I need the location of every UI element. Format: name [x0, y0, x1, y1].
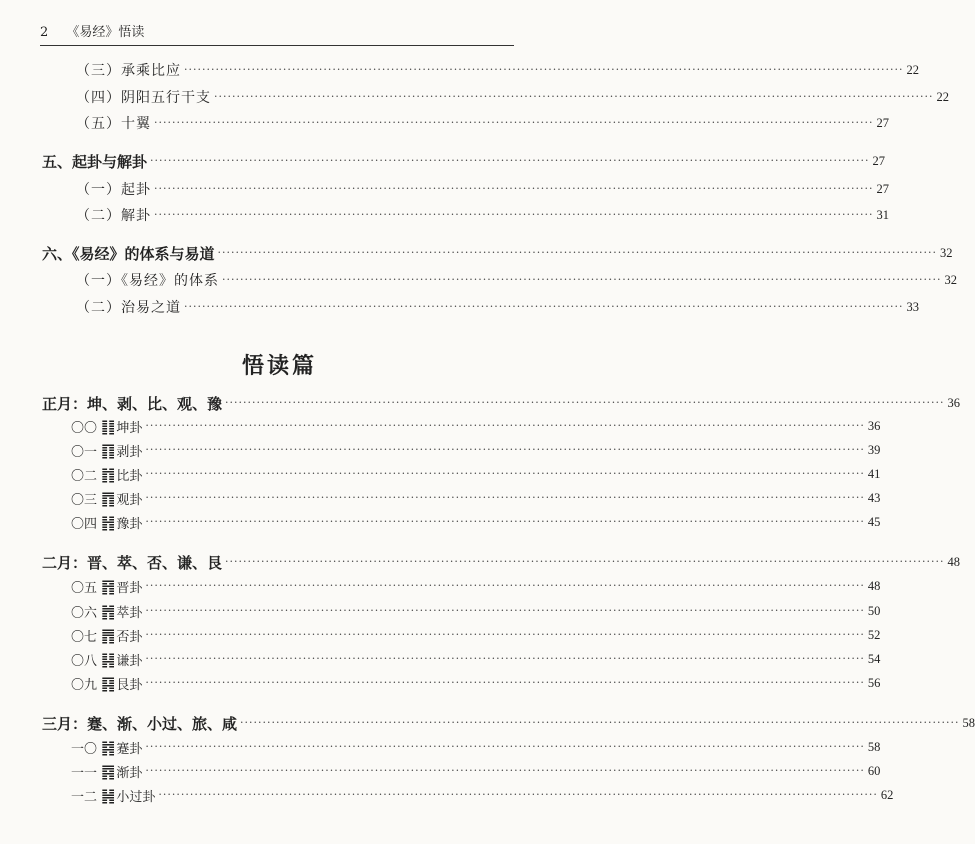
header-rule — [40, 45, 514, 46]
dot-leader: ································································································································································ — [150, 154, 870, 167]
entry-page-number: 22 — [936, 89, 949, 104]
entry-title — [71, 465, 142, 484]
toc-hexagram-entry — [71, 511, 881, 533]
entry-page-number: 36 — [947, 395, 960, 410]
hexagram-symbol-icon: ䷖ — [101, 440, 116, 460]
page-number: 2 — [40, 25, 49, 40]
hexagram-number: 一二 — [71, 789, 98, 805]
hexagram-number: 〇〇 — [71, 420, 98, 436]
entry-title — [71, 489, 142, 508]
entry-page-number: 31 — [876, 207, 889, 222]
entry-page-number: 27 — [876, 115, 889, 130]
hexagram-symbol-icon: ䷬ — [101, 601, 116, 621]
entry-title — [71, 602, 142, 621]
entry-title — [71, 738, 142, 757]
entry-page-number: 62 — [880, 787, 894, 802]
toc-subentry — [76, 86, 949, 108]
entry-page-number: 56 — [867, 675, 881, 690]
toc-hexagram-entry — [71, 487, 881, 509]
entry-page-number: 58 — [867, 739, 881, 754]
hexagram-number: 〇四 — [71, 516, 98, 532]
dot-leader: ································································································································································ — [154, 208, 874, 221]
entry-label: （一）起卦 — [76, 182, 151, 198]
toc-subentry — [76, 59, 919, 81]
entry-label: 五、起卦与解卦 — [42, 152, 148, 171]
entry-label: 谦卦 — [116, 653, 143, 669]
book-title: 《易经》悟读 — [66, 25, 145, 40]
toc-subentry — [76, 204, 889, 226]
entry-label: 艮卦 — [116, 677, 143, 693]
entry-page-number: 58 — [962, 715, 975, 730]
entry-page-number: 54 — [867, 651, 881, 666]
dot-leader: ································································································································································ — [154, 116, 874, 129]
entry-title — [71, 674, 142, 693]
entry-label: 豫卦 — [116, 516, 143, 532]
toc-section-entry — [42, 712, 975, 734]
dot-leader: ································································································································································ — [145, 740, 865, 753]
hexagram-number: 〇六 — [71, 605, 98, 621]
dot-leader: ································································································································································ — [225, 396, 945, 409]
entry-page-number: 36 — [867, 418, 881, 433]
running-header — [40, 24, 514, 42]
dot-leader: ································································································································································ — [145, 604, 865, 617]
hexagram-symbol-icon: ䷎ — [101, 649, 116, 669]
entry-page-number: 22 — [906, 62, 919, 77]
entry-label: 晋卦 — [116, 580, 143, 596]
hexagram-number: 〇二 — [71, 468, 98, 484]
dot-leader: ································································································································································ — [154, 182, 874, 195]
entry-label: 小过卦 — [116, 789, 156, 805]
hexagram-number: 〇一 — [71, 444, 98, 460]
dot-leader: ································································································································································ — [214, 90, 934, 103]
dot-leader: ································································································································································ — [145, 579, 865, 592]
hexagram-symbol-icon: ䷴ — [101, 761, 116, 781]
dot-leader: ································································································································································ — [222, 273, 942, 286]
toc-hexagram-entry — [71, 672, 881, 694]
toc-hexagram-entry — [71, 600, 881, 622]
entry-title — [71, 650, 142, 669]
dot-leader: ································································································································································ — [145, 652, 865, 665]
entry-label: （三）承乘比应 — [76, 63, 181, 79]
entry-title — [71, 441, 142, 460]
toc-section-entry — [42, 551, 960, 573]
toc-hexagram-entry — [71, 648, 881, 670]
dot-leader: ································································································································································ — [145, 628, 865, 641]
entry-title — [71, 513, 142, 532]
dot-leader: ································································································································································ — [145, 491, 865, 504]
entry-page-number: 41 — [867, 466, 881, 481]
hexagram-symbol-icon: ䷋ — [101, 625, 116, 645]
entry-label: 剥卦 — [116, 444, 143, 460]
entry-page-number: 27 — [876, 181, 889, 196]
dot-leader: ································································································································································ — [145, 676, 865, 689]
toc-subentry — [76, 112, 889, 134]
entry-label: 坤卦 — [116, 420, 143, 436]
entry-title — [71, 762, 142, 781]
entry-page-number: 50 — [867, 603, 881, 618]
dot-leader: ································································································································································ — [217, 246, 937, 259]
hexagram-symbol-icon: ䷁ — [101, 416, 116, 436]
entry-page-number: 48 — [947, 554, 960, 569]
toc-hexagram-entry — [71, 736, 881, 758]
hexagram-symbol-icon: ䷽ — [101, 785, 116, 805]
dot-leader: ································································································································································ — [145, 443, 865, 456]
entry-label: 三月：蹇、渐、小过、旅、咸 — [42, 714, 238, 733]
hexagram-number: 〇三 — [71, 492, 98, 508]
entry-label: 蹇卦 — [116, 741, 143, 757]
hexagram-number: 一〇 — [71, 741, 98, 757]
part-title: 悟读篇 — [241, 353, 317, 379]
toc-hexagram-entry — [71, 439, 881, 461]
entry-label: （四）阴阳五行干支 — [76, 90, 211, 106]
toc-subentry — [76, 269, 957, 291]
dot-leader: ································································································································································ — [145, 419, 865, 432]
entry-label: 观卦 — [116, 492, 143, 508]
hexagram-number: 〇七 — [71, 629, 98, 645]
entry-label: （二）治易之道 — [76, 300, 181, 316]
entry-label: （五）十翼 — [76, 116, 151, 132]
hexagram-number: 一一 — [71, 765, 98, 781]
entry-page-number: 33 — [906, 299, 919, 314]
entry-title — [71, 626, 142, 645]
toc-section-entry — [42, 242, 953, 264]
hexagram-symbol-icon: ䷇ — [101, 464, 116, 484]
toc-section-entry — [42, 392, 960, 414]
entry-page-number: 45 — [867, 514, 881, 529]
dot-leader: ································································································································································ — [145, 515, 865, 528]
entry-title — [71, 577, 142, 596]
toc-hexagram-entry — [71, 463, 881, 485]
entry-label: 六、《易经》的体系与易道 — [42, 244, 215, 263]
hexagram-number: 〇八 — [71, 653, 98, 669]
entry-label: 渐卦 — [116, 765, 143, 781]
toc-subentry — [76, 178, 889, 200]
hexagram-number: 〇五 — [71, 580, 98, 596]
hexagram-number: 〇九 — [71, 677, 98, 693]
entry-page-number: 32 — [944, 272, 957, 287]
entry-page-number: 52 — [867, 627, 881, 642]
toc-subentry — [76, 296, 919, 318]
toc-hexagram-entry — [71, 760, 881, 782]
toc-hexagram-entry — [71, 575, 881, 597]
entry-page-number: 27 — [872, 153, 885, 168]
entry-page-number: 48 — [867, 578, 881, 593]
dot-leader: ································································································································································ — [145, 764, 865, 777]
entry-label: 正月：坤、剥、比、观、豫 — [42, 394, 223, 413]
toc-hexagram-entry — [71, 624, 881, 646]
entry-label: 否卦 — [116, 629, 143, 645]
toc-section-entry — [42, 150, 885, 172]
hexagram-symbol-icon: ䷦ — [101, 737, 116, 757]
dot-leader: ································································································································································ — [240, 716, 960, 729]
entry-label: 萃卦 — [116, 605, 143, 621]
hexagram-symbol-icon: ䷏ — [101, 512, 116, 532]
hexagram-symbol-icon: ䷳ — [101, 673, 116, 693]
dot-leader: ································································································································································ — [225, 555, 945, 568]
entry-label: 比卦 — [116, 468, 143, 484]
dot-leader: ································································································································································ — [184, 63, 904, 76]
entry-label: （二）解卦 — [76, 208, 151, 224]
entry-label: （一）《易经》的体系 — [76, 273, 219, 289]
toc-hexagram-entry — [71, 784, 894, 806]
toc-hexagram-entry — [71, 415, 881, 437]
entry-title — [71, 417, 142, 436]
dot-leader: ································································································································································ — [145, 467, 865, 480]
entry-label: 二月：晋、萃、否、谦、艮 — [42, 553, 223, 572]
hexagram-symbol-icon: ䷓ — [101, 488, 116, 508]
entry-page-number: 60 — [867, 763, 881, 778]
dot-leader: ································································································································································ — [158, 788, 878, 801]
entry-title — [71, 786, 155, 805]
entry-page-number: 43 — [867, 490, 881, 505]
dot-leader: ································································································································································ — [184, 300, 904, 313]
hexagram-symbol-icon: ䷢ — [101, 576, 116, 596]
entry-page-number: 32 — [939, 245, 953, 260]
entry-page-number: 39 — [867, 442, 881, 457]
